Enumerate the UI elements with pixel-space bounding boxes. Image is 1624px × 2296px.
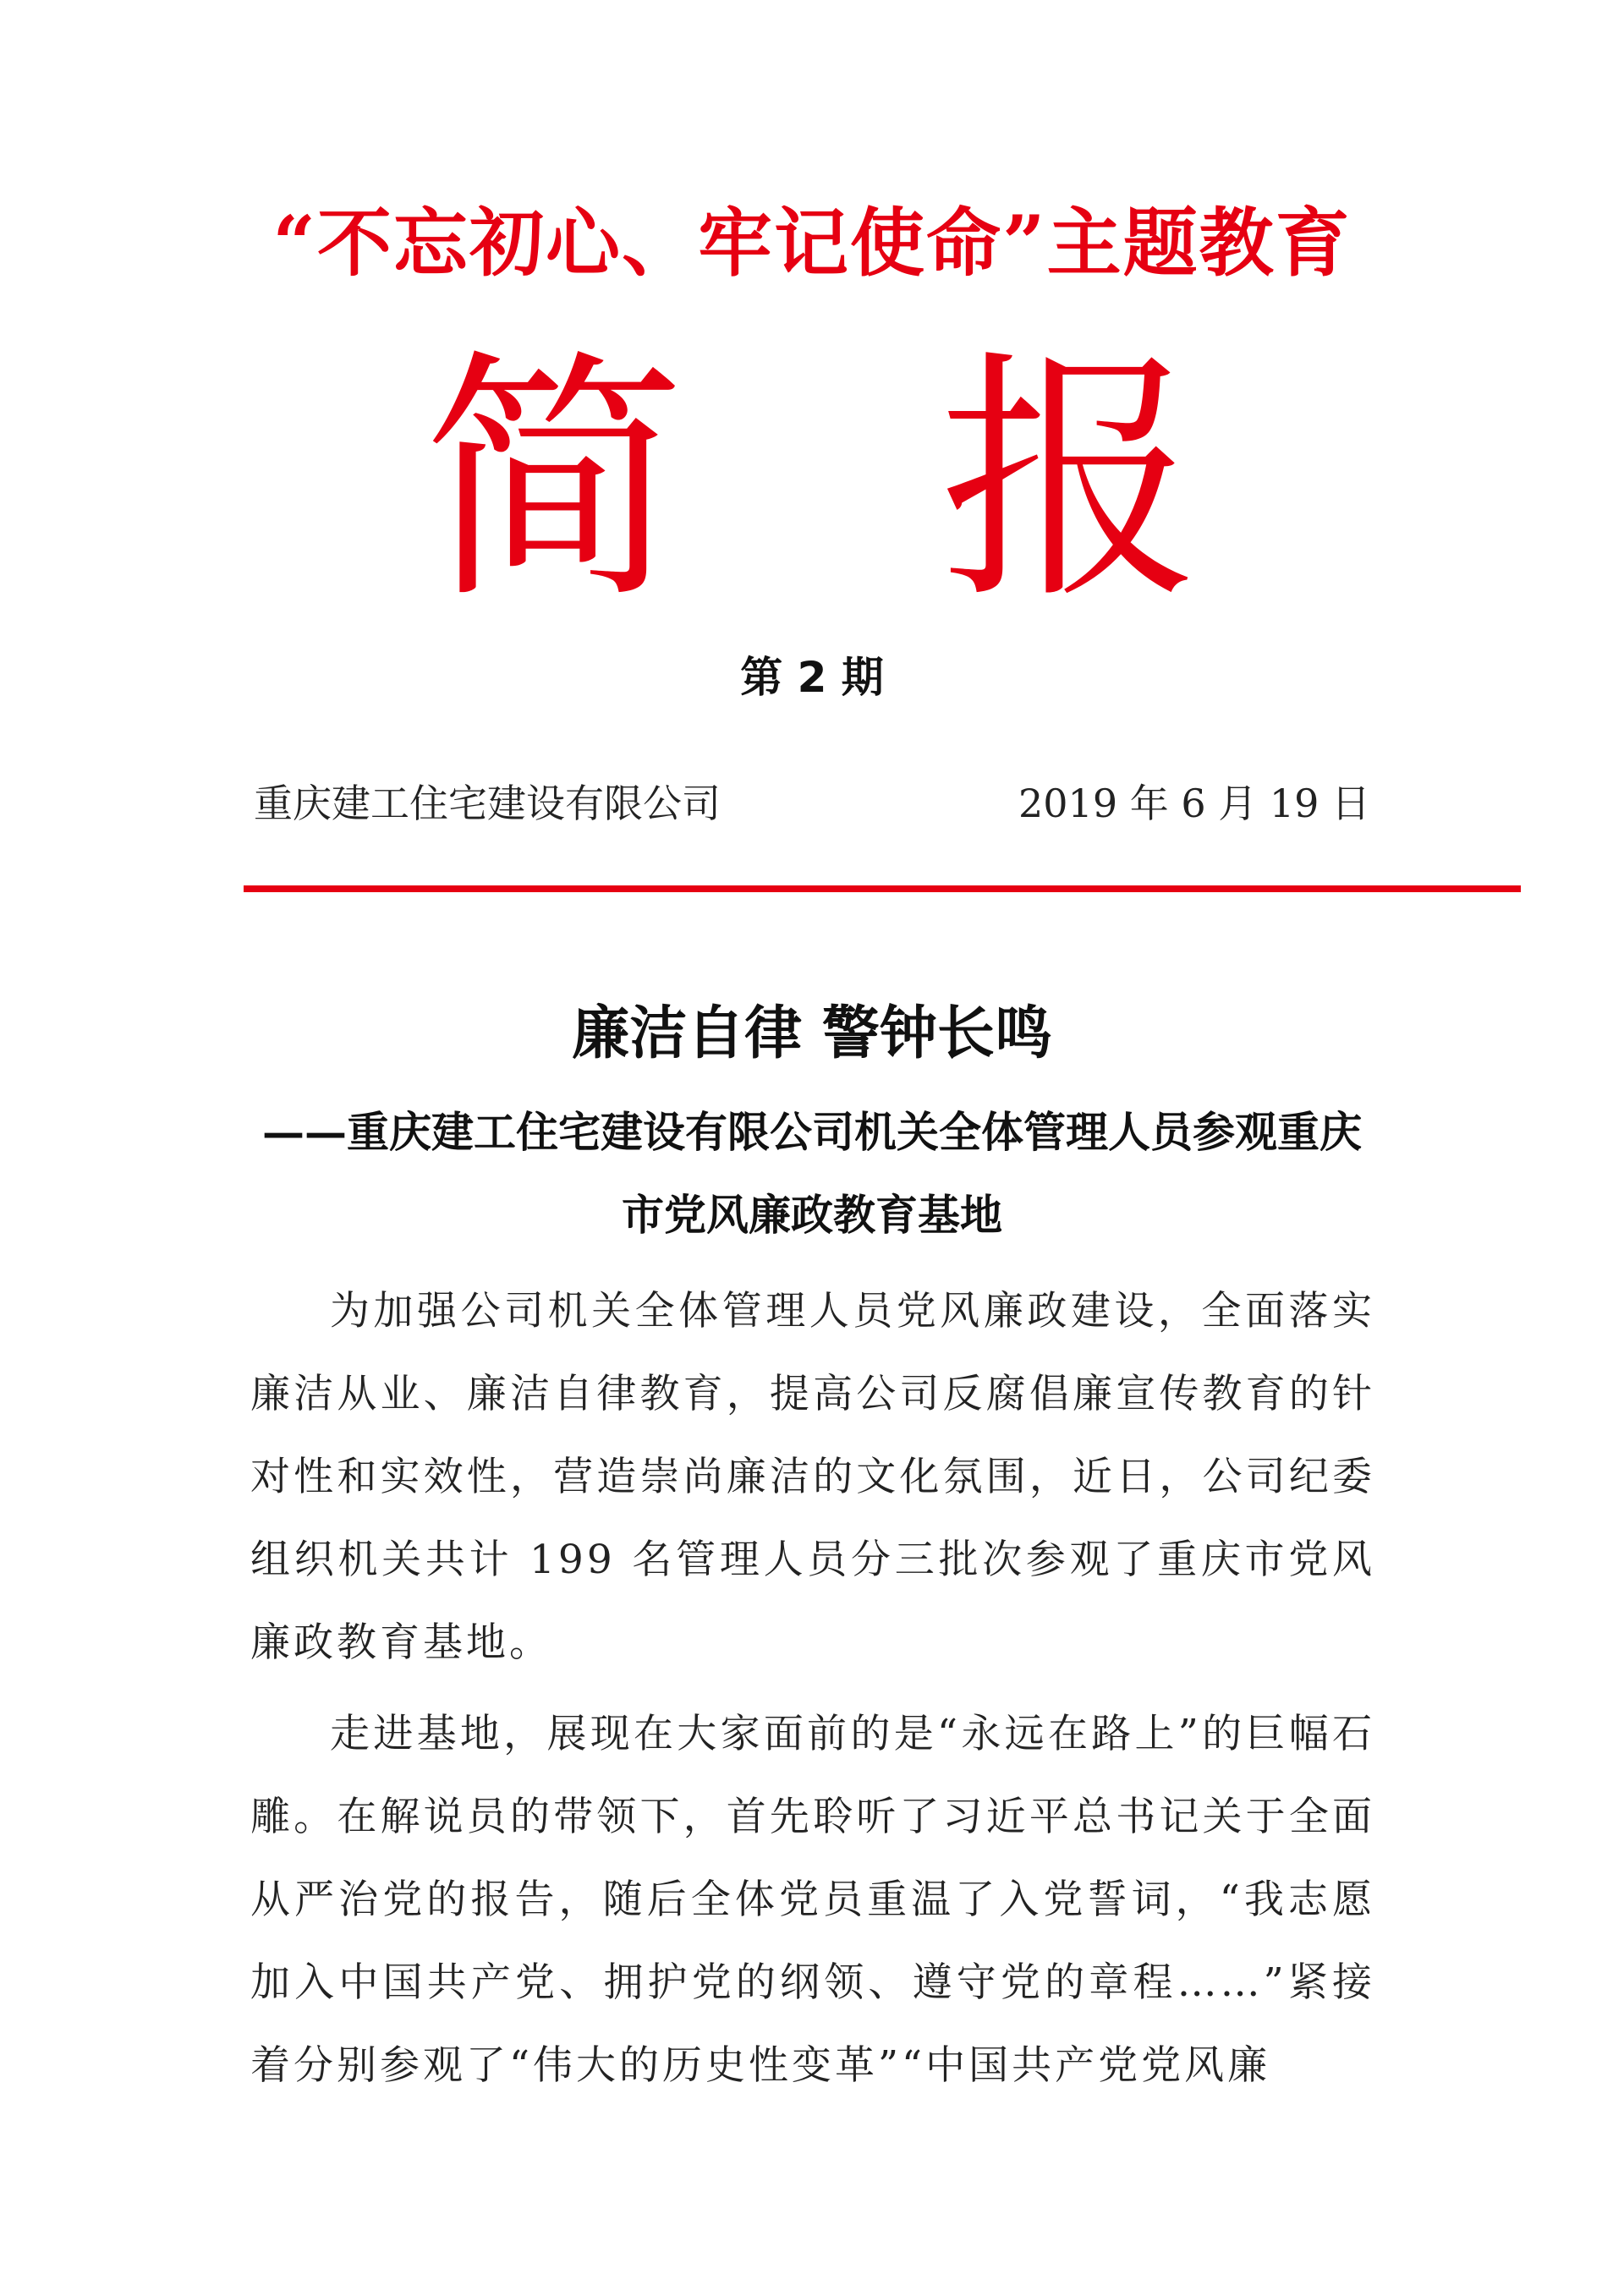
masthead-title-left: 简 [423,329,685,634]
red-divider [244,885,1521,892]
meta-row [254,776,1370,830]
article-body [250,1270,1375,2116]
organization-name: 重庆建工住宅建设有限公司 [254,781,721,826]
paragraph: 走进基地，展现在大家面前的是“永远在路上”的巨幅石雕。在解说员的带领下，首先聆听了习近平总书记关于全面从严治党的报告，随后全体党员重温了入党誓词，“我志愿加入中国共产党、拥护党的纲领、遵守党的章程……”紧接着分别参观了“伟大的历史性变革”“中国共产党党风廉 [250,1711,1375,2089]
publish-date: 2019 年 6 月 19 日 [1018,781,1370,826]
article-subtitle: ——重庆建工住宅建设有限公司机关全体管理人员参观重庆市党风廉政教育基地 [262,1107,1362,1240]
masthead-title-right: 报 [939,329,1201,634]
masthead-theme: “不忘初心、牢记使命”主题教育 [272,199,1352,287]
issue-number: 第 2 期 [740,653,884,702]
article-title: 廉洁自律 警钟长鸣 [572,1000,1052,1067]
masthead-title [0,329,1624,634]
paragraph: 为加强公司机关全体管理人员党风廉政建设，全面落实廉洁从业、廉洁自律教育，提高公司反腐倡廉宣传教育的针对性和实效性，营造崇尚廉洁的文化氛围，近日，公司纪委组织机关共计 199 名管理人员分三批次参观了重庆市党风廉政教育基地。 [250,1288,1375,1666]
